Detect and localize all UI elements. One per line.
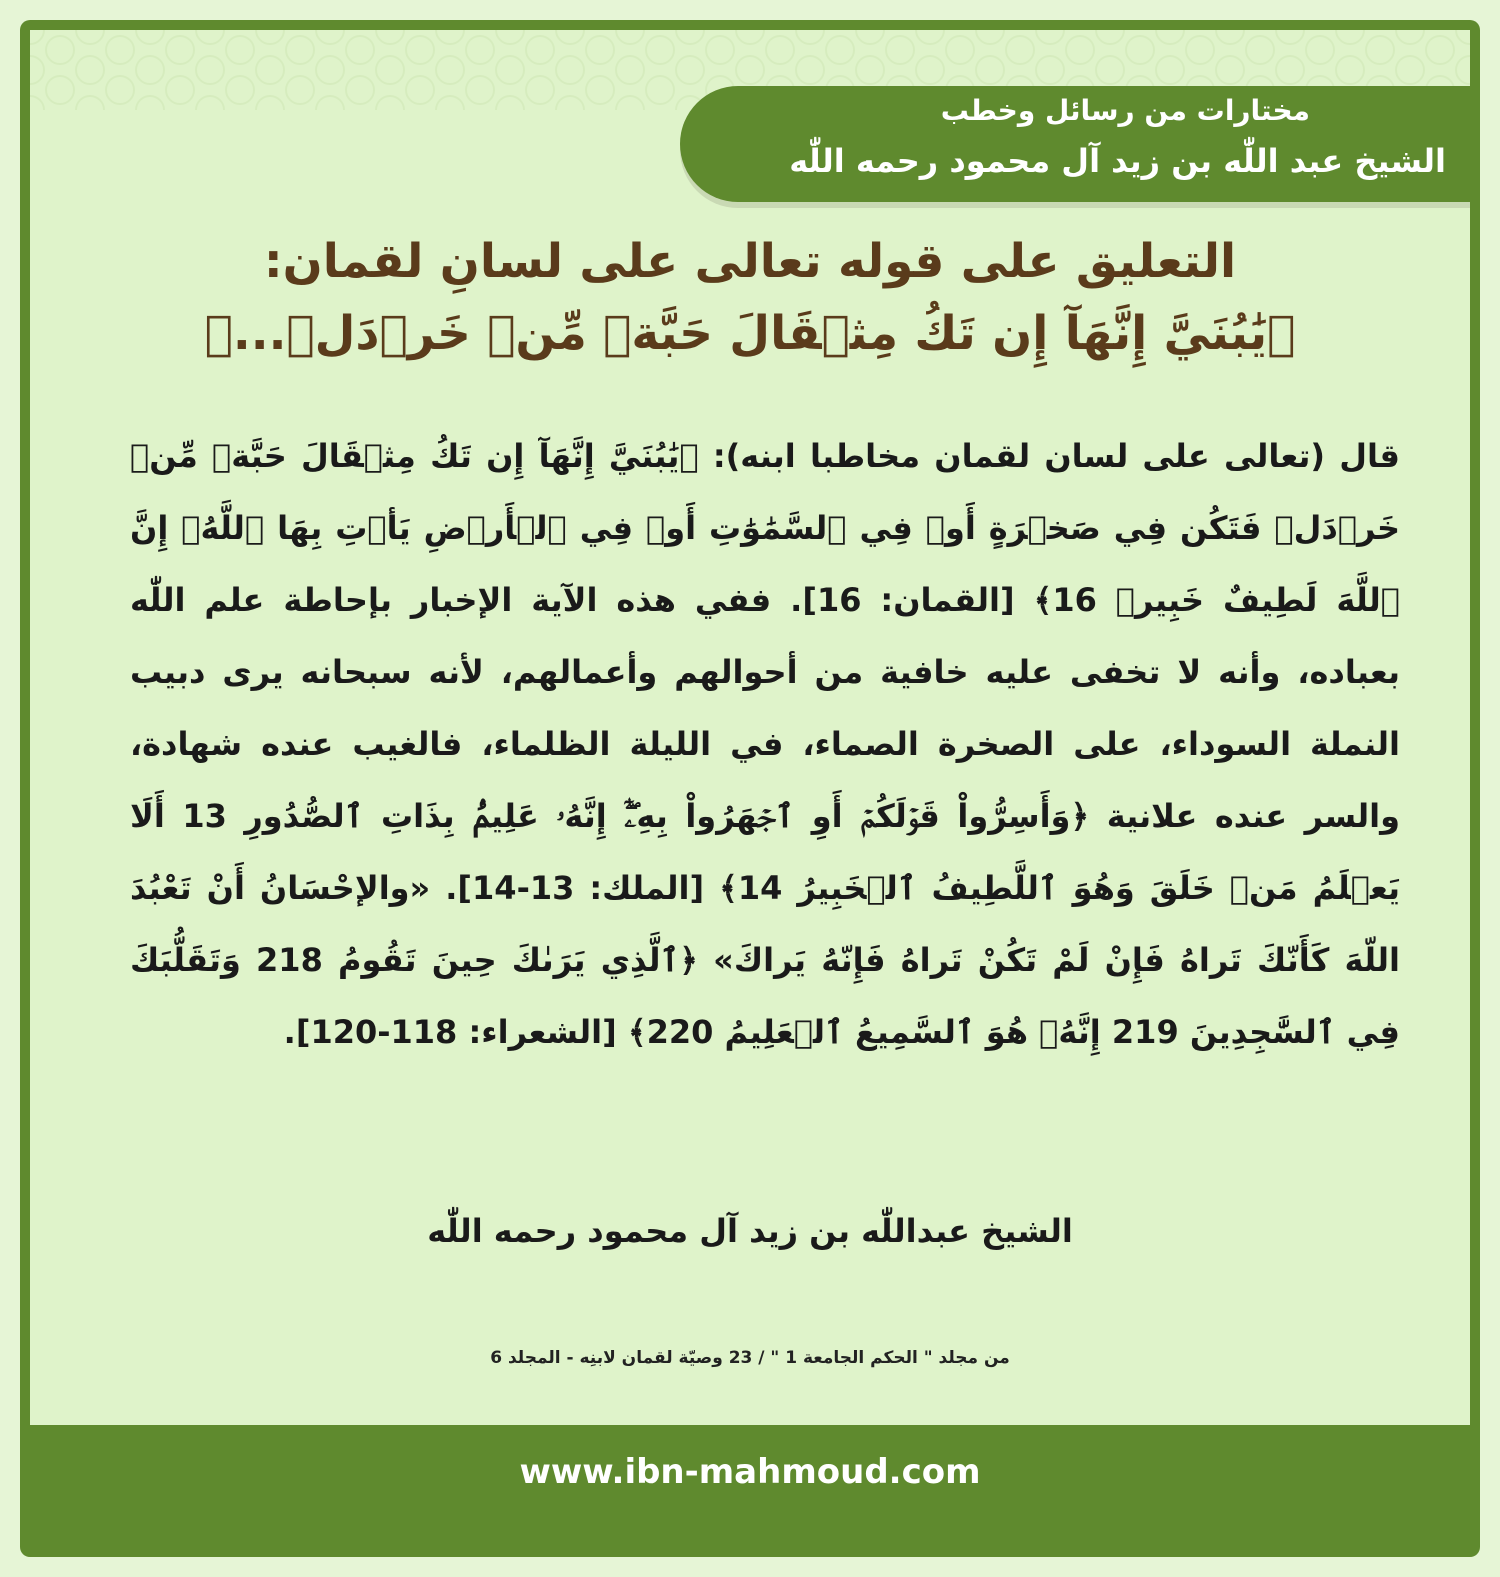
header-banner — [680, 86, 1470, 202]
content-panel — [30, 30, 1470, 1425]
card-frame — [20, 20, 1480, 1557]
title-line-2: ﴿يَٰبُنَيَّ إِنَّهَآ إِن تَكُ مِثۡقَالَ حَبَّةٖ مِّنۡ خَرۡدَلٖ...﴾ — [204, 306, 1296, 361]
author-signature: الشيخ عبداللّٰه بن زيد آل محمود رحمه اللّٰه — [427, 1212, 1073, 1250]
header-subtitle: مختارات من رسائل وخطب — [940, 94, 1310, 127]
title-line-1: التعليق على قوله تعالى على لسانِ لقمان: — [263, 234, 1237, 289]
source-reference: من مجلد " الحكم الجامعة 1 " / 23 وصيّة لقمان لابنِه - المجلد 6 — [490, 1348, 1010, 1368]
page-title — [90, 226, 1410, 370]
article-body: قال (تعالى على لسان لقمان مخاطبا ابنه): ﴿يَٰبُنَيَّ إِنَّهَآ إِن تَكُ مِثۡقَالَ حَبَّةٖ مِّنۡ خَرۡدَلٖ فَتَكُن فِي صَخۡرَةٍ أَوۡ فِي ٱلسَّمَٰوَٰتِ أَوۡ فِي ٱلۡأَرۡضِ يَأۡتِ بِهَا ٱللَّهُۚ إِنَّ ٱللَّهَ لَطِيفٌ خَبِيرٞ 16﴾ [القمان: 16]. ففي هذه الآية الإخبار بإحاطة علم اللّٰه بعباده، وأنه لا تخفى عليه خافية من أحوالهم وأعمالهم، لأنه سبحانه يرى دبيب النملة السوداء، على الصخرة الصماء، في الليلة الظلماء، فالغيب عنده شهادة، والسر عنده علانية ﴿وَأَسِرُّواْ قَوۡلَكُمۡ أَوِ ٱجۡهَرُواْ بِهِۦٓۖ إِنَّهُۥ عَلِيمُۢ بِذَاتِ ٱلصُّدُورِ 13 أَلَا يَعۡلَمُ مَنۡ خَلَقَ وَهُوَ ٱللَّطِيفُ ٱلۡخَبِيرُ 14﴾ [الملك: 13-14]. «والإحْسَانُ أَنْ تَعْبُدَ اللّهَ كَأَنّكَ تَراهُ فَإِنْ لَمْ تَكُنْ تَراهُ فَإِنّهُ يَراكَ» ﴿ٱلَّذِي يَرَىٰكَ حِينَ تَقُومُ 218 وَتَقَلُّبَكَ فِي ٱلسَّٰجِدِينَ 219 إِنَّهُۥ هُوَ ٱلسَّمِيعُ ٱلۡعَلِيمُ 220﴾ [الشعراء: 118-120]. — [130, 437, 1401, 1051]
website-link[interactable]: www.ibn-mahmoud.com — [519, 1452, 981, 1492]
header-author: الشيخ عبد اللّٰه بن زيد آل محمود رحمه اللّٰه — [789, 142, 1446, 180]
